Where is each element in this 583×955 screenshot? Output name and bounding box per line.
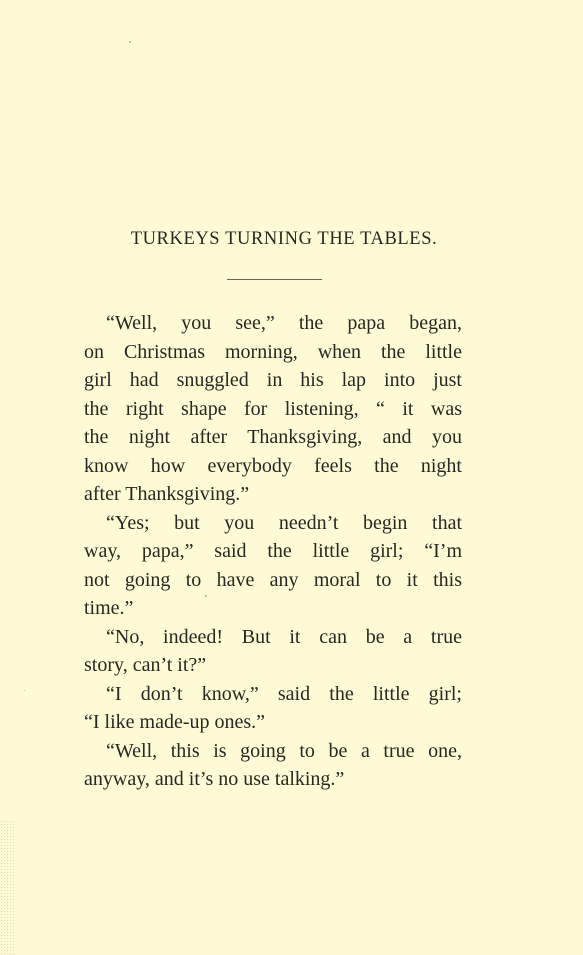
body-text — [84, 309, 462, 794]
text-line: time.” — [84, 597, 134, 619]
text-line: the right shape for listening, “ it was — [84, 397, 462, 420]
text-line: know how everybody feels the night — [84, 454, 462, 477]
text-line: girl had snuggled in his lap into just — [84, 369, 462, 391]
paper-speck — [129, 41, 131, 43]
text-line: way, papa,” said the little girl; “I’m — [84, 540, 462, 562]
text-line: story, can’t it?” — [84, 654, 207, 676]
paper-speck — [24, 690, 25, 691]
text-line: after Thanksgiving.” — [84, 483, 250, 505]
text-line: “I like made-up ones.” — [84, 711, 266, 733]
text-line: the night after Thanksgiving, and you — [84, 426, 462, 448]
chapter-title: TURKEYS TURNING THE TABLES. — [130, 229, 438, 249]
text-line: “I don’t know,” said the little girl; — [106, 682, 462, 705]
title-rule — [227, 279, 322, 280]
text-line: “Well, you see,” the papa began, — [106, 312, 462, 334]
text-line: on Christmas morning, when the little — [84, 340, 462, 363]
text-line: “Yes; but you needn’t begin that — [106, 511, 462, 534]
page-edge-texture — [0, 820, 16, 955]
text-line: not going to have any moral to it this — [84, 568, 462, 591]
text-line: anyway, and it’s no use talking.” — [84, 768, 345, 790]
text-line: “No, indeed! But it can be a true — [106, 625, 462, 648]
text-line: “Well, this is going to be a true one, — [106, 739, 462, 762]
